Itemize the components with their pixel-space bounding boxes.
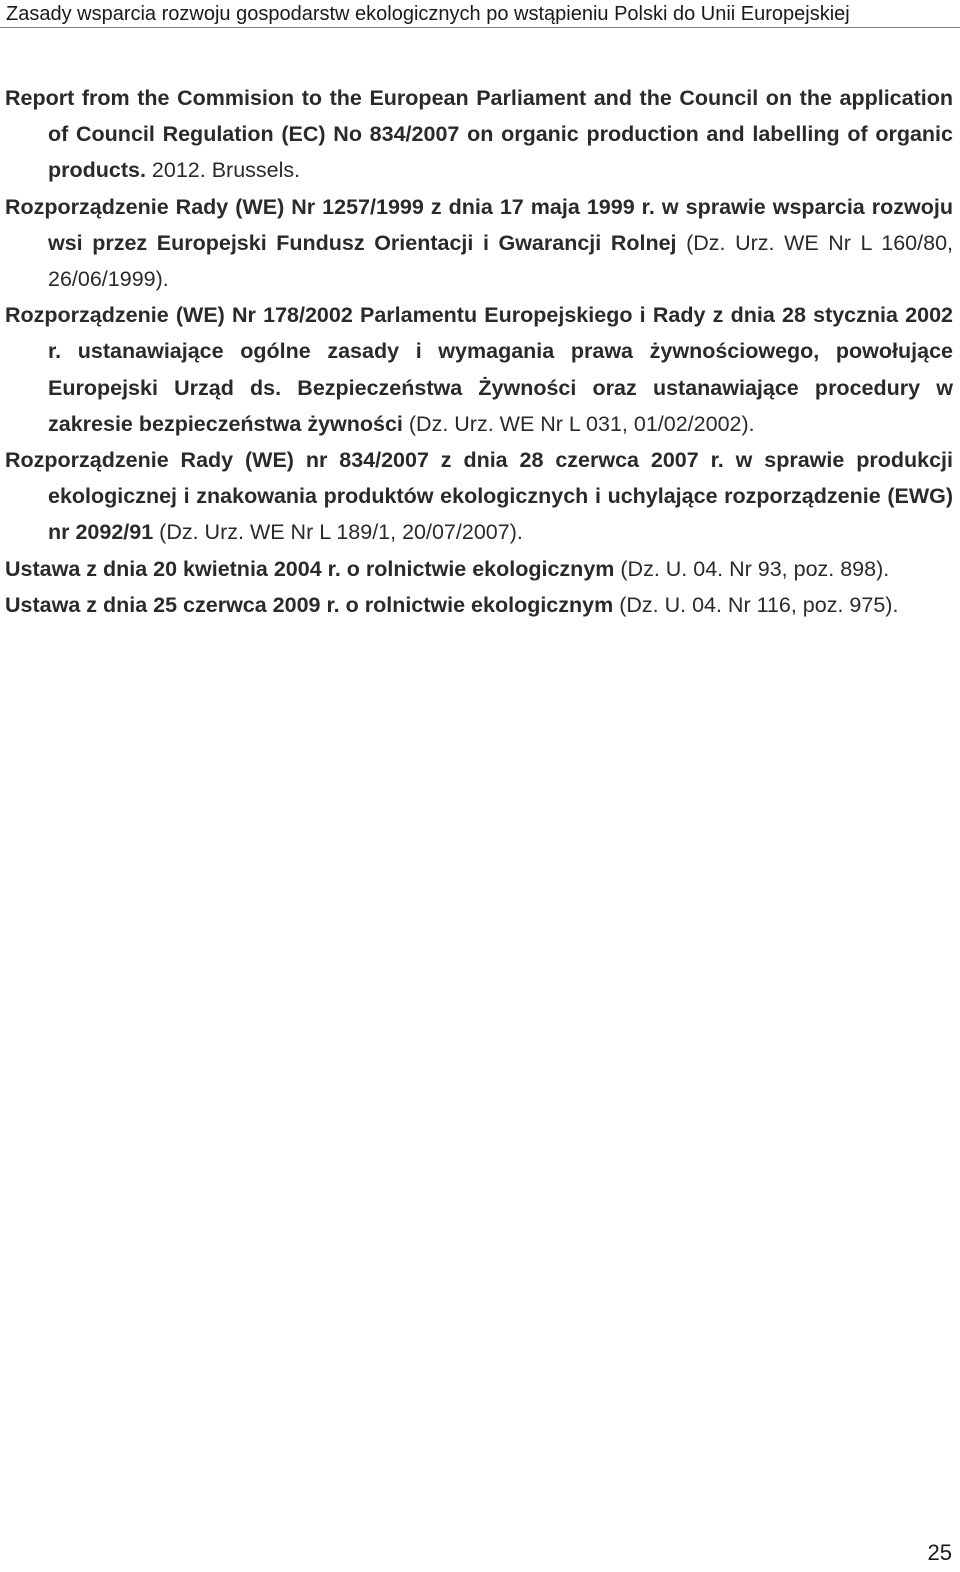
- reference-source: (Dz. Urz. WE Nr L 189/1, 20/07/2007).: [153, 520, 523, 545]
- reference-bold-title: w sprawie wsparcia rozwoju wsi przez Europejski Fundusz Orientacji i Gwarancji Rolnej: [48, 194, 953, 255]
- reference-item: [5, 80, 953, 189]
- reference-item: [5, 442, 953, 551]
- reference-bold-lead: Ustawa z dnia 20 kwietnia 2004 r.: [5, 556, 341, 581]
- reference-source: (Dz. Urz. WE Nr L 160/80, 26/06/1999).: [48, 230, 953, 292]
- running-header: Zasady wsparcia rozwoju gospodarstw ekologicznych po wstąpieniu Polski do Unii Europejskiej: [6, 3, 850, 25]
- reference-item: [5, 189, 953, 298]
- reference-bold-title: w sprawie produkcji ekologicznej i znakowania produktów ekologicznych i uchylające rozporządzenie (EWG) nr 2092/91: [48, 448, 953, 545]
- reference-bold-title: o rolnictwie ekologicznym: [339, 592, 614, 617]
- reference-item: [5, 297, 953, 442]
- reference-bold-title: o rolnictwie ekologicznym: [340, 556, 615, 581]
- reference-source: (Dz. U. 04. Nr 93, poz. 898).: [614, 556, 890, 581]
- reference-item: [5, 587, 953, 623]
- reference-source: (Dz. U. 04. Nr 116, poz. 975).: [613, 592, 899, 617]
- reference-source: (Dz. Urz. WE Nr L 031, 01/02/2002).: [402, 411, 755, 436]
- header-divider: [0, 27, 960, 28]
- reference-bold-lead: Report from the Commision to the European Parliament and the Council on the application of Council Regulation (EC) No 834/2007 on organic production and labelling of organic products.: [5, 86, 953, 183]
- reference-bold-lead: Ustawa z dnia 25 czerwca 2009 r.: [5, 592, 340, 617]
- reference-item: [5, 551, 953, 587]
- reference-bold-lead: Rozporządzenie Rady (WE) Nr 1257/1999 z dnia 17 maja 1999 r.: [5, 194, 655, 219]
- reference-bold-title: ustanawiające ogólne zasady i wymagania prawa żywnościowego, powołujące Europejski Urząd ds. Bezpieczeństwa Żywności oraz ustanawiające procedury w zakresie bezpieczeństwa żywności: [48, 339, 953, 436]
- page-number: 25: [927, 1540, 952, 1565]
- reference-list: [5, 80, 953, 623]
- reference-bold-lead: Rozporządzenie (WE) Nr 178/2002 Parlamentu Europejskiego i Rady z dnia 28 stycznia 2002 r.: [5, 303, 953, 364]
- reference-bold-lead: Rozporządzenie Rady (WE) nr 834/2007 z dnia 28 czerwca 2007 r.: [5, 448, 724, 473]
- reference-source: 2012. Brussels.: [145, 158, 301, 183]
